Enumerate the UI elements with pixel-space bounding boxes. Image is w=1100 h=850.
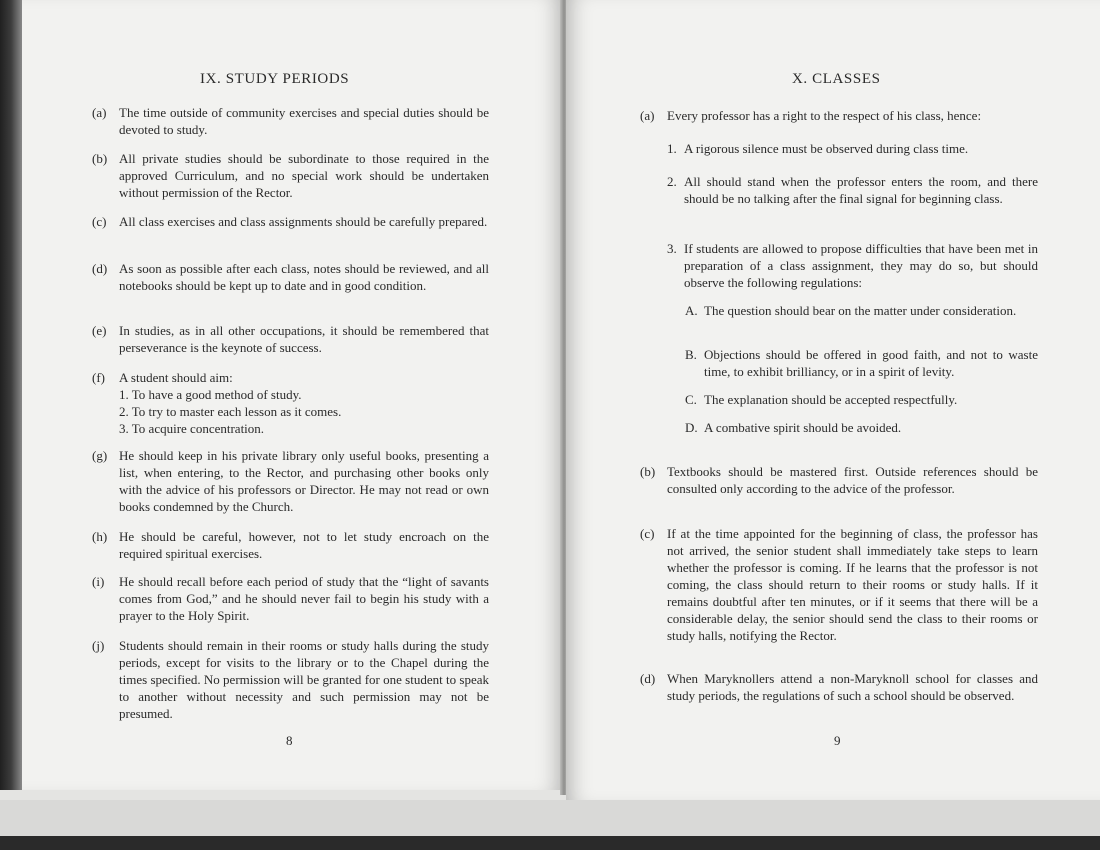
- paragraph-b: (b) Textbooks should be mastered first. Outside references should be consulted only according to the advice of the professor.: [640, 464, 1038, 496]
- right-page: [566, 0, 1100, 800]
- paragraph-f: (f) A student should aim:: [92, 370, 233, 385]
- paragraph-e: (e) In studies, as in all other occupations, it should be remembered that perseverance is the keynote of success.: [92, 323, 489, 355]
- section-heading-classes: X. CLASSES: [792, 71, 881, 87]
- paragraph-c: (c) If at the time appointed for the beginning of class, the professor has not arrived, the senior student shall immediately take steps to learn whether the professor is coming. If he learns that the professor is not coming, the class should return to their rooms or study halls. If it remains doubtful after ten minutes, or if it seems that there will be a considerable delay, the senior should send the class to their rooms or study halls, notifying the Rector.: [640, 526, 1038, 643]
- paragraph-j: (j) Students should remain in their rooms or study halls during the study periods, except for visits to the library or to the Chapel during the times specified. No permission will be granted for one student to speak to another without necessity and such permission may not be presumed.: [92, 638, 489, 721]
- left-page: [22, 0, 562, 790]
- numbered-item-3: 3. If students are allowed to propose difficulties that have been met in preparation of a class assignment, they may do so, but should observe the following regulations:: [667, 241, 1038, 290]
- numbered-item-1: 1. A rigorous silence must be observed during class time.: [667, 141, 969, 156]
- paragraph-a: (a) Every professor has a right to the respect of his class, hence:: [640, 108, 982, 123]
- list-item: 2. To try to master each lesson as it comes.: [119, 404, 342, 419]
- paragraph-g: (g) He should keep in his private library only useful books, presenting a list, when entering, to the Rector, and purchasing other books only with the advice of his professors or Director. He may not read or own books condemned by the Church.: [92, 448, 489, 514]
- scan-bottom-edge: [0, 836, 1100, 850]
- paragraph-h: (h) He should be careful, however, not to let study encroach on the required spiritual exercises.: [92, 529, 489, 561]
- lettered-item-c: C. The explanation should be accepted respectfully.: [685, 392, 958, 407]
- lettered-item-b: B. Objections should be offered in good faith, and not to waste time, to exhibit brilliancy, or in a spirit of levity.: [685, 347, 1038, 379]
- lettered-item-a: A. The question should bear on the matter under consideration.: [685, 303, 1017, 318]
- section-heading-study-periods: IX. STUDY PERIODS: [200, 71, 350, 87]
- numbered-item-2: 2. All should stand when the professor enters the room, and there should be no talking after the final signal for beginning class.: [667, 174, 1038, 206]
- list-item: 3. To acquire concentration.: [119, 421, 265, 436]
- paragraph-b: (b) All private studies should be subordinate to those required in the approved Curriculum, and no special work should be undertaken without permission of the Rector.: [92, 151, 489, 200]
- paragraph-c: (c) All class exercises and class assignments should be carefully prepared.: [92, 214, 488, 229]
- page-number: 8: [286, 733, 293, 748]
- aim-list: [119, 386, 341, 437]
- paragraph-a: (a) The time outside of community exercises and special duties should be devoted to study.: [92, 105, 489, 137]
- list-item: 1. To have a good method of study.: [119, 387, 302, 402]
- page-number: 9: [834, 733, 841, 748]
- paragraph-d: (d) As soon as possible after each class, notes should be reviewed, and all notebooks should be kept up to date and in good condition.: [92, 261, 489, 293]
- paragraph-d: (d) When Maryknollers attend a non-Maryknoll school for classes and study periods, the regulations of such a school should be observed.: [640, 671, 1038, 703]
- lettered-item-d: D. A combative spirit should be avoided.: [685, 420, 902, 435]
- book-left-edge: [0, 0, 22, 790]
- paragraph-i: (i) He should recall before each period of study that the “light of savants comes from God,” and he should never fail to begin his study with a prayer to the Holy Spirit.: [92, 574, 489, 623]
